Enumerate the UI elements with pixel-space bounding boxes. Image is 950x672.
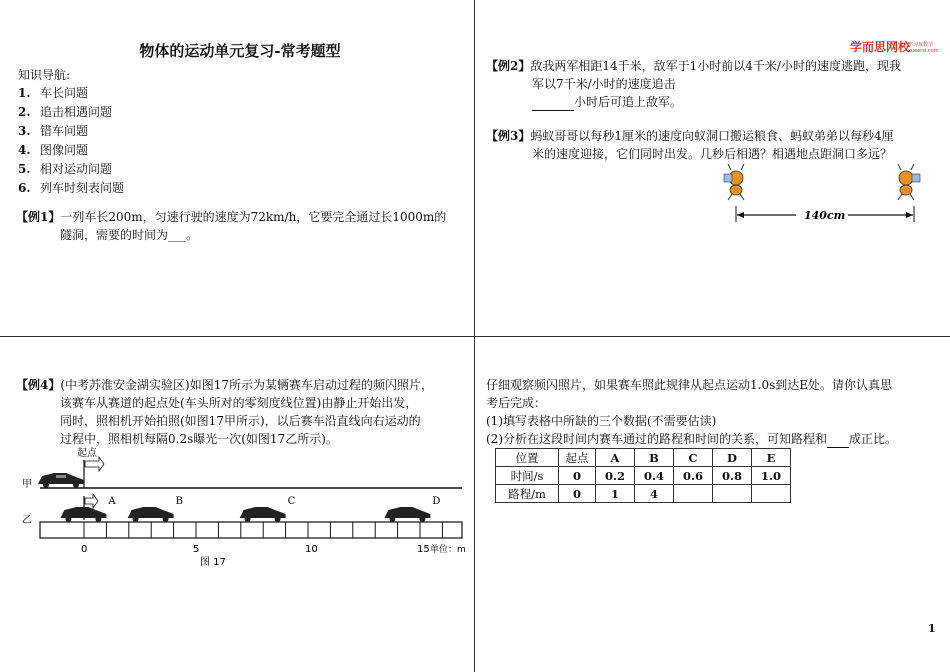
table-cell [752, 485, 791, 503]
nav-item-label: 追击相遇问题 [40, 105, 113, 119]
table-header-row [496, 449, 791, 467]
example-1 [16, 208, 446, 226]
nav-item-label: 车长问题 [40, 86, 89, 100]
nav-item-number: 1. [18, 86, 31, 100]
table-cell: 1.0 [752, 467, 791, 485]
example-2 [486, 57, 901, 75]
unit-label: 单位：m [430, 545, 466, 555]
nav-item-label: 列车时刻表问题 [40, 181, 125, 195]
ruler-tick-label: 10 [305, 544, 318, 555]
start-arrow-icon [85, 457, 104, 471]
nav-item-number: 6. [18, 181, 31, 195]
table-cell: B [635, 449, 674, 467]
table-cell: 时间/s [496, 467, 559, 485]
nav-item-number: 4. [18, 143, 31, 157]
quadrant-divider-horizontal [0, 336, 950, 337]
ruler-tick-label: 15 [417, 544, 430, 555]
example-4-line1: (中考苏淮安金湖实验区)如图17所示为某辆赛车启动过程的频闪照片， [60, 378, 433, 392]
cars-yi [60, 496, 440, 522]
ruler [40, 522, 462, 538]
example-3-line1: 蚂蚁哥哥以每秒1厘米的速度向蚁洞口搬运粮食、蚂蚁弟弟以每秒4厘 [530, 129, 894, 143]
table-cell: 位置 [496, 449, 559, 467]
nav-item-label: 图像问题 [40, 143, 89, 157]
q4-line2: 考后完成： [486, 396, 547, 410]
example-2-line3: 小时后可追上敌军。 [574, 95, 683, 109]
distance-label: 140cm [804, 209, 846, 222]
table-cell: D [713, 449, 752, 467]
page-number: 1 [928, 622, 936, 635]
race-figure [0, 440, 474, 570]
answer-blank [827, 433, 849, 448]
table-cell: 4 [635, 485, 674, 503]
ants-figure [700, 160, 940, 230]
ant-icon [898, 164, 920, 200]
q4-line4a: (2)分析在这段时间内赛车通过的路程和时间的关系，可知路程和 [486, 432, 828, 446]
nav-item-number: 2. [18, 105, 31, 119]
example-3-line2: 米的速度迎接，它们同时出发。几秒后相遇？相遇地点距洞口多远？ [532, 147, 893, 161]
table-cell: A [596, 449, 635, 467]
ruler-tick-label: 0 [81, 544, 88, 555]
table-cell: 0 [559, 485, 596, 503]
q4-line1: 仔细观察频闪照片，如果赛车照此规律从起点运动1.0s到达E处。请你认真思 [486, 378, 893, 392]
nav-item [18, 103, 112, 121]
point-label: B [175, 496, 183, 507]
start-arrow-icon [85, 494, 98, 508]
ruler-tick-label: 5 [193, 544, 200, 555]
example-2-label: 【例2】 [486, 59, 531, 73]
point-label: C [287, 496, 296, 507]
table-cell: 0.8 [713, 467, 752, 485]
q4-line3: (1)填写表格中所缺的三个数据(不需要估读) [486, 414, 717, 428]
race-car-icon [38, 473, 84, 488]
table-cell: 0.2 [596, 467, 635, 485]
nav-item-number: 5. [18, 162, 31, 176]
example-3 [486, 127, 894, 145]
nav-item-label: 错车问题 [40, 124, 89, 138]
q4-line4b: 成正比。 [849, 432, 898, 446]
table-cell: 0.6 [674, 467, 713, 485]
race-car-icon [128, 496, 183, 522]
example-4 [16, 376, 433, 394]
nav-item [18, 141, 88, 159]
figure-caption: 图 17 [200, 557, 226, 568]
table-dist-row [496, 485, 791, 503]
point-label: A [108, 496, 116, 507]
table-cell [713, 485, 752, 503]
nav-item [18, 84, 88, 102]
example-4-label: 【例4】 [16, 378, 61, 392]
ant-icon [724, 164, 744, 200]
data-table [495, 448, 791, 503]
nav-item [18, 179, 124, 197]
nav-heading: 知识导航: [18, 68, 71, 82]
example-2-line1: 敌我两军相距14千米，敌军于1小时前以4千米/小时的速度逃跑，现我 [530, 59, 901, 73]
table-cell [674, 485, 713, 503]
nav-item-label: 相对运动问题 [40, 162, 113, 176]
example-1-line2: 隧洞，需要的时间为___。 [60, 228, 199, 242]
example-3-label: 【例3】 [486, 129, 531, 143]
nav-item [18, 160, 112, 178]
race-car-icon [384, 496, 440, 522]
table-cell: 1 [596, 485, 635, 503]
example-4-line2: 该赛车从赛道的起点处(车头所对的零刻度线位置)由静止开始出发， [60, 396, 418, 410]
table-time-row [496, 467, 791, 485]
ruler-ticks [81, 543, 466, 555]
example-4-line3: 同时，照相机开始拍照(如图17甲所示)，以后赛车沿直线向右运动的 [60, 414, 421, 428]
nav-item-number: 3. [18, 124, 31, 138]
table-cell: 起点 [559, 449, 596, 467]
table-cell: 路程/m [496, 485, 559, 503]
page-title: 物体的运动单元复习-常考题型 [139, 42, 341, 60]
nav-item [18, 122, 88, 140]
yi-label: 乙 [22, 515, 32, 526]
brand-logo: 学而思网校 [850, 40, 911, 54]
point-label: D [432, 496, 441, 507]
answer-blank [532, 96, 574, 111]
race-car-icon [240, 496, 296, 522]
example-4-line4: 过程中，照相机每隔0.2s曝光一次(如图17乙所示)。 [60, 432, 338, 446]
example-2-line2: 军以7千米/小时的速度追击 [532, 77, 676, 91]
jia-label: 甲 [22, 479, 32, 490]
brand-logo-sub: 学习每数学 xueersi.com [908, 42, 939, 54]
table-cell: E [752, 449, 791, 467]
table-cell: 0.4 [635, 467, 674, 485]
example-1-line1: 一列车长200m，匀速行驶的速度为72km/h，它要完全通过长1000m的 [60, 210, 447, 224]
table-cell: C [674, 449, 713, 467]
example-2-line3-wrap [532, 93, 682, 111]
q4-line4 [486, 430, 897, 448]
example-1-label: 【例1】 [16, 210, 61, 224]
start-label: 起点 [77, 448, 97, 459]
table-cell: 0 [559, 467, 596, 485]
